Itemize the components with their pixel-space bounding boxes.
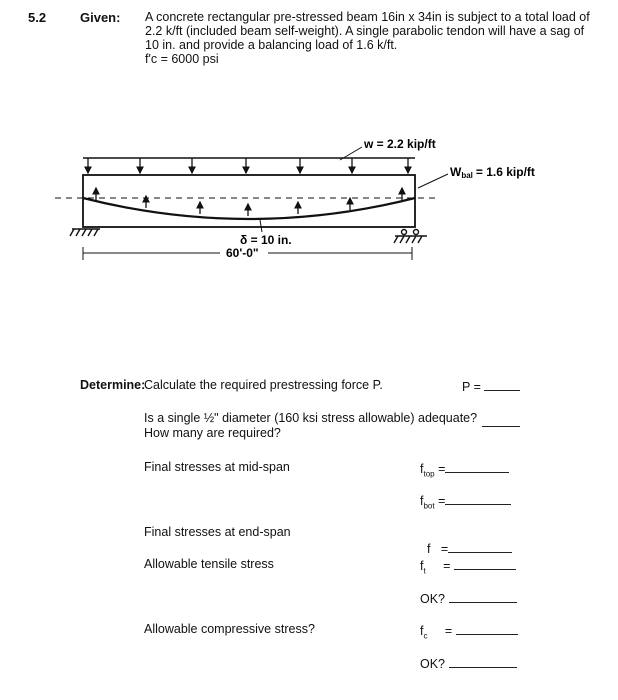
beam-diagram [50,130,570,280]
w-label: w = 2.2 kip/ft [364,137,436,151]
given-line-1: A concrete rectangular pre-stressed beam 16in x 34in is subject to a total load of [145,10,590,24]
wbal-leader [418,174,448,188]
left-support [70,229,100,236]
strand-answer [482,414,520,432]
p-label: P = [462,380,481,394]
span-label: 60'-0" [226,246,259,260]
determine-label: Determine: [80,378,146,392]
fbot-answer: $f_{bot}$ = [420,492,511,514]
fbot-blank[interactable] [445,492,511,505]
p-answer [462,378,520,395]
fc-blank[interactable] [456,622,518,635]
given-line-3: 10 in. and provide a balancing load of 1.6 k/ft. [145,38,398,52]
ftop-symbol: $f_{top}$ [420,462,435,479]
f-end-blank[interactable] [448,540,512,553]
question-strand-line-1: Is a single ½" diameter (160 ksi stress allowable) adequate? [144,411,478,425]
ok2-answer: OK? [420,655,517,672]
parabolic-tendon [83,198,415,219]
question-strand-line-2: How many are required? [144,426,281,440]
ftop-answer: $f_{top}$ = [420,460,509,482]
compressive-label: Allowable compressive stress? [144,622,315,636]
f-end-answer: f = [420,525,512,557]
balancing-arrows [96,188,402,216]
given-line-2: 2.2 k/ft (included beam self-weight). A single parabolic tendon will have a sag of [145,24,585,38]
question-prestress-force: Calculate the required prestressing force P. [144,378,383,392]
ok1-answer: OK? [420,590,517,607]
given-text [145,10,595,66]
fbot-symbol: $f_{bot}$ [420,494,435,511]
ftop-blank[interactable] [445,460,509,473]
strand-blank[interactable] [482,414,520,427]
fc-symbol: $f_c$ [420,624,428,641]
ft-symbol: $f_t$ [420,559,426,576]
given-line-4: f'c = 6000 psi [145,52,219,66]
question-strand [144,411,477,441]
tensile-label: Allowable tensile stress [144,557,274,571]
ok1-blank[interactable] [449,590,517,603]
load-arrows [88,158,408,173]
end-span-label: Final stresses at end-span [144,525,291,539]
p-blank[interactable] [484,378,520,391]
ok2-blank[interactable] [449,655,517,668]
wbal-label: Wbal = 1.6 kip/ft [450,165,535,180]
sag-label: δ = 10 in. [240,233,292,247]
ft-blank[interactable] [454,557,516,570]
given-label: Given: [80,10,121,25]
right-support [394,230,427,244]
mid-span-label: Final stresses at mid-span [144,460,290,474]
sag-leader [260,220,262,232]
ft-answer: $f_t$ = [420,557,516,579]
problem-number: 5.2 [28,10,47,25]
fc-answer: $f_c$ = [420,622,518,644]
